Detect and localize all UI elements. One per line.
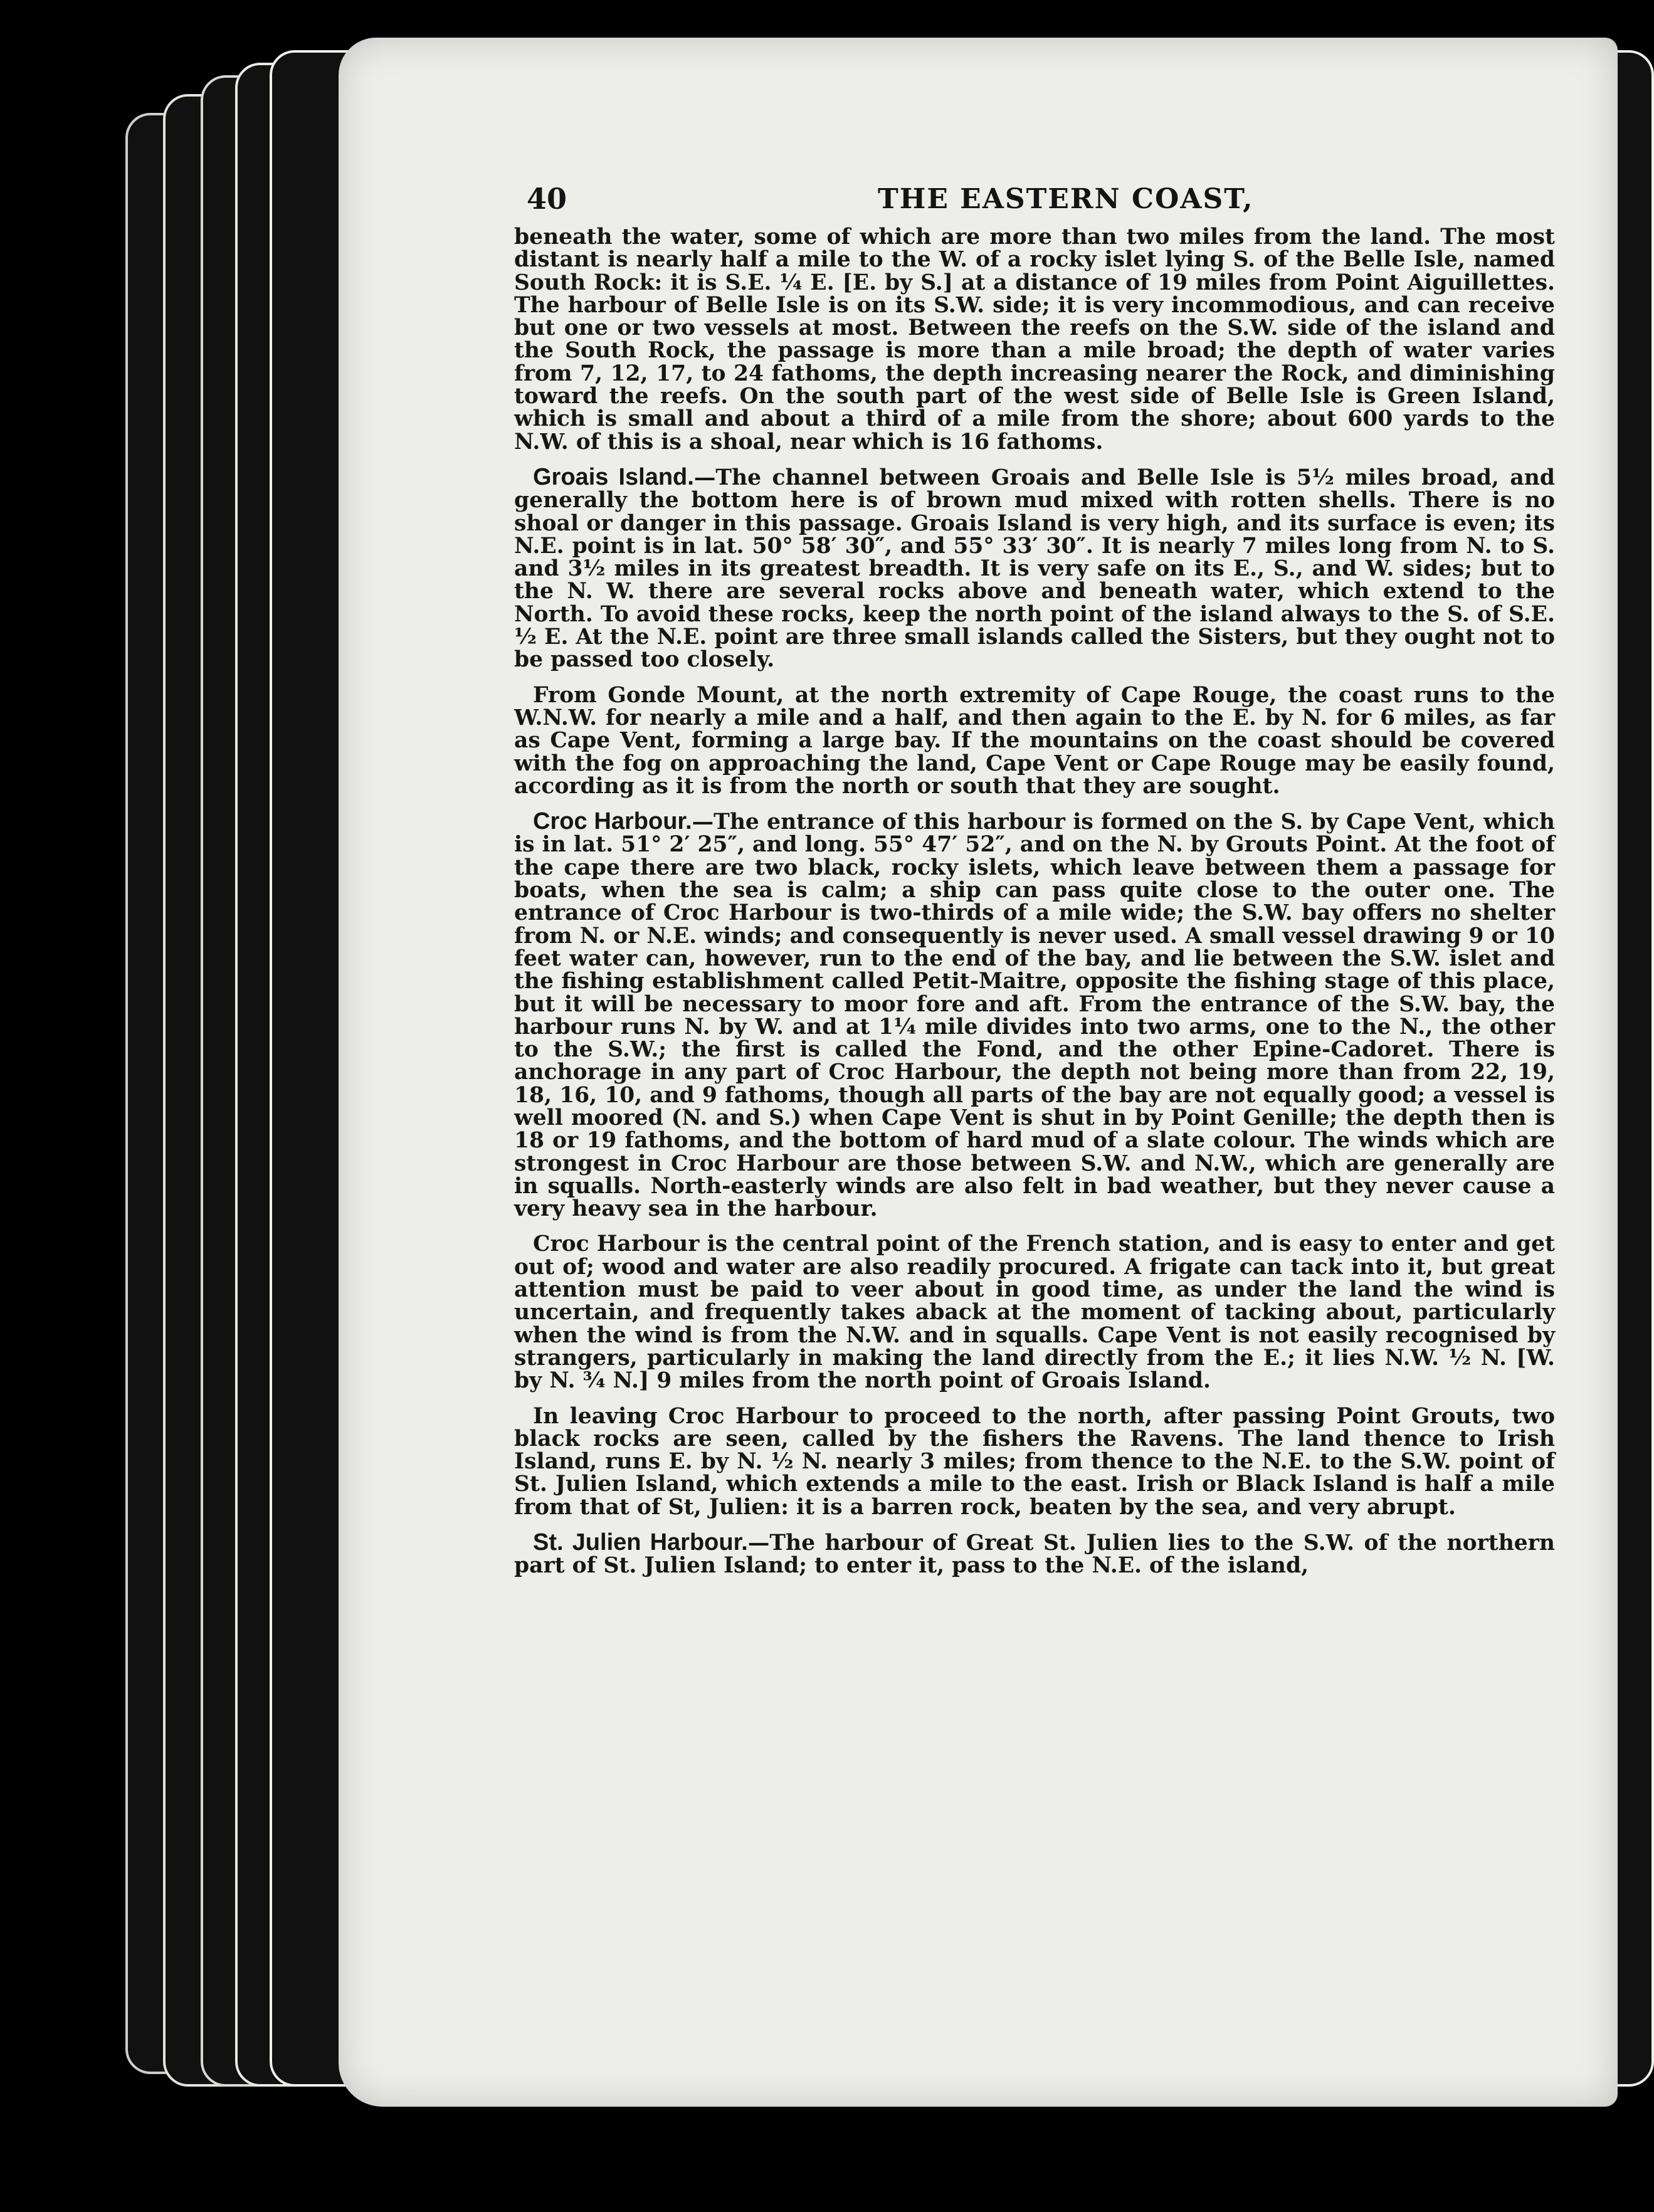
page-header — [527, 182, 1593, 226]
heading-dash: — — [693, 465, 716, 490]
heading-dash: — — [747, 1530, 770, 1556]
page — [339, 38, 1618, 2107]
paragraph-text: beneath the water, some of which are more than two miles from the land. The most distant is nearly half a mile to the W. of a rocky islet lying S. of the Belle Isle, named South Rock: it is S.E. ¼ E. [E. by S.] at a distance of 19 miles from Point Aiguillettes. The harbour of Belle Isle is on its S.W. side; it is very incommodious, and can receive but one or two vessels at most. Between the reefs on the S.W. side of the island and the South Rock, the passage is more than a mile broad; the depth of water varies from 7, 12, 17, to 24 fathoms, the depth increasing nearer the Rock, and diminishing toward the reefs. On the south part of the west side of Belle Isle is Green Island, which is small and about a third of a mile from the shore; about 600 yards to the N.W. of this is a shoal, near which is 16 fathoms. — [514, 224, 1555, 455]
paragraph — [514, 1233, 1555, 1392]
paragraph-text: The harbour of Great St. Julien lies to the S.W. of the northern part of St. Julien Island; to enter it, pass to the N.E. of the island, — [514, 1530, 1555, 1579]
heading-dash: — — [692, 809, 714, 835]
paragraph-heading: St. Julien Harbour. — [533, 1529, 748, 1556]
paragraph — [514, 1405, 1555, 1519]
paragraph-text: In leaving Croc Harbour to proceed to the north, after passing Point Grouts, two black rocks are seen, called by the fishers the Ravens. The land thence to Irish Island, runs E. by N. ½ N. nearly 3 miles; from thence to the N.E. to the S.W. point of St. Julien Island, which extends a mile to the east. Irish or Black Island is half a mile from that of St, Julien: it is a barren rock, beaten by the sea, and very abrupt. — [514, 1403, 1555, 1520]
paragraph-text: From Gonde Mount, at the north extremity of Cape Rouge, the coast runs to the W.N.W. for nearly a mile and a half, and then again to the E. by N. for 6 miles, as far as Cape Vent, forming a large bay. If the mountains on the coast should be covered with the fog on approaching the land, Cape Vent or Cape Rouge may be easily found, according as it is from the north or south that they are sought. — [514, 682, 1555, 799]
paragraph-heading: Groais Island. — [533, 463, 694, 490]
paragraph-text: The entrance of this harbour is formed on the S. by Cape Vent, which is in lat. 51° 2′ 25″, and long. 55° 47′ 52″, and on the N. by Grouts Point. At the foot of the cape there are two black, rocky islets, which leave between them a passage for boats, when the sea is calm; a ship can pass quite close to the outer one. The entrance of Croc Harbour is two-thirds of a mile wide; the S.W. bay offers no shelter from N. or N.E. winds; and consequently is never used. A small vessel drawing 9 or 10 feet water can, however, run to the end of the bay, and lie between the S.W. islet and the fishing establishment called Petit-Maitre, opposite the fishing stage of this place, but it will be necessary to moor fore and aft. From the entrance of the S.W. bay, the harbour runs N. by W. and at 1¼ mile divides into two arms, one to the N., the other to the S.W.; the first is called the Fond, and the other Epine-Cadoret. There is anchorage in any part of Croc Harbour, the depth not being more than from 22, 19, 18, 16, 10, and 9 fathoms, though all parts of the bay are not equally good; a vessel is well moored (N. and S.) when Cape Vent is shut in by Point Genille; the depth then is 18 or 19 fathoms, and the bottom of hard mud of a slate colour. The winds which are strongest in Croc Harbour are those between S.W. and N.W., which are generally are in squalls. North-easterly winds are also felt in bad weather, but they never cause a very heavy sea in the harbour. — [514, 809, 1555, 1222]
page-number: 40 — [527, 182, 567, 216]
body-text — [514, 226, 1555, 1590]
paragraph — [514, 810, 1555, 1220]
paragraph — [514, 226, 1555, 453]
paragraph — [514, 684, 1555, 798]
running-head: THE EASTERN COAST, — [878, 183, 1254, 215]
paragraph — [514, 463, 1555, 673]
paragraph — [514, 1531, 1555, 1577]
paragraph-text: Croc Harbour is the central point of the French station, and is easy to enter and get out of; wood and water are also readily procured. A frigate can tack into it, but great attention must be paid to veer about in good time, as under the land the wind is uncertain, and frequently takes aback at the moment of tacking about, particularly when the wind is from the N.W. and in squalls. Cape Vent is not easily recognised by strangers, particularly in making the land directly from the E.; it lies N.W. ½ N. [W. by N. ¾ N.] 9 miles from the north point of Groais Island. — [514, 1231, 1555, 1394]
paragraph-text: The channel between Groais and Belle Isle is 5½ miles broad, and generally the bottom here is of brown mud mixed with rotten shells. There is no shoal or danger in this passage. Groais Island is very high, and its surface is even; its N.E. point is in lat. 50° 58′ 30″, and 55° 33′ 30″. It is nearly 7 miles long from N. to S. and 3½ miles in its greatest breadth. It is very safe on its E., S., and W. sides; but to the N. W. there are several rocks above and beneath water, which extend to the North. To avoid these rocks, keep the north point of the island always to the S. of S.E. ½ E. At the N.E. point are three small islands called the Sisters, but they ought not to be passed too closely. — [514, 465, 1555, 673]
paragraph-heading: Croc Harbour. — [533, 808, 692, 835]
